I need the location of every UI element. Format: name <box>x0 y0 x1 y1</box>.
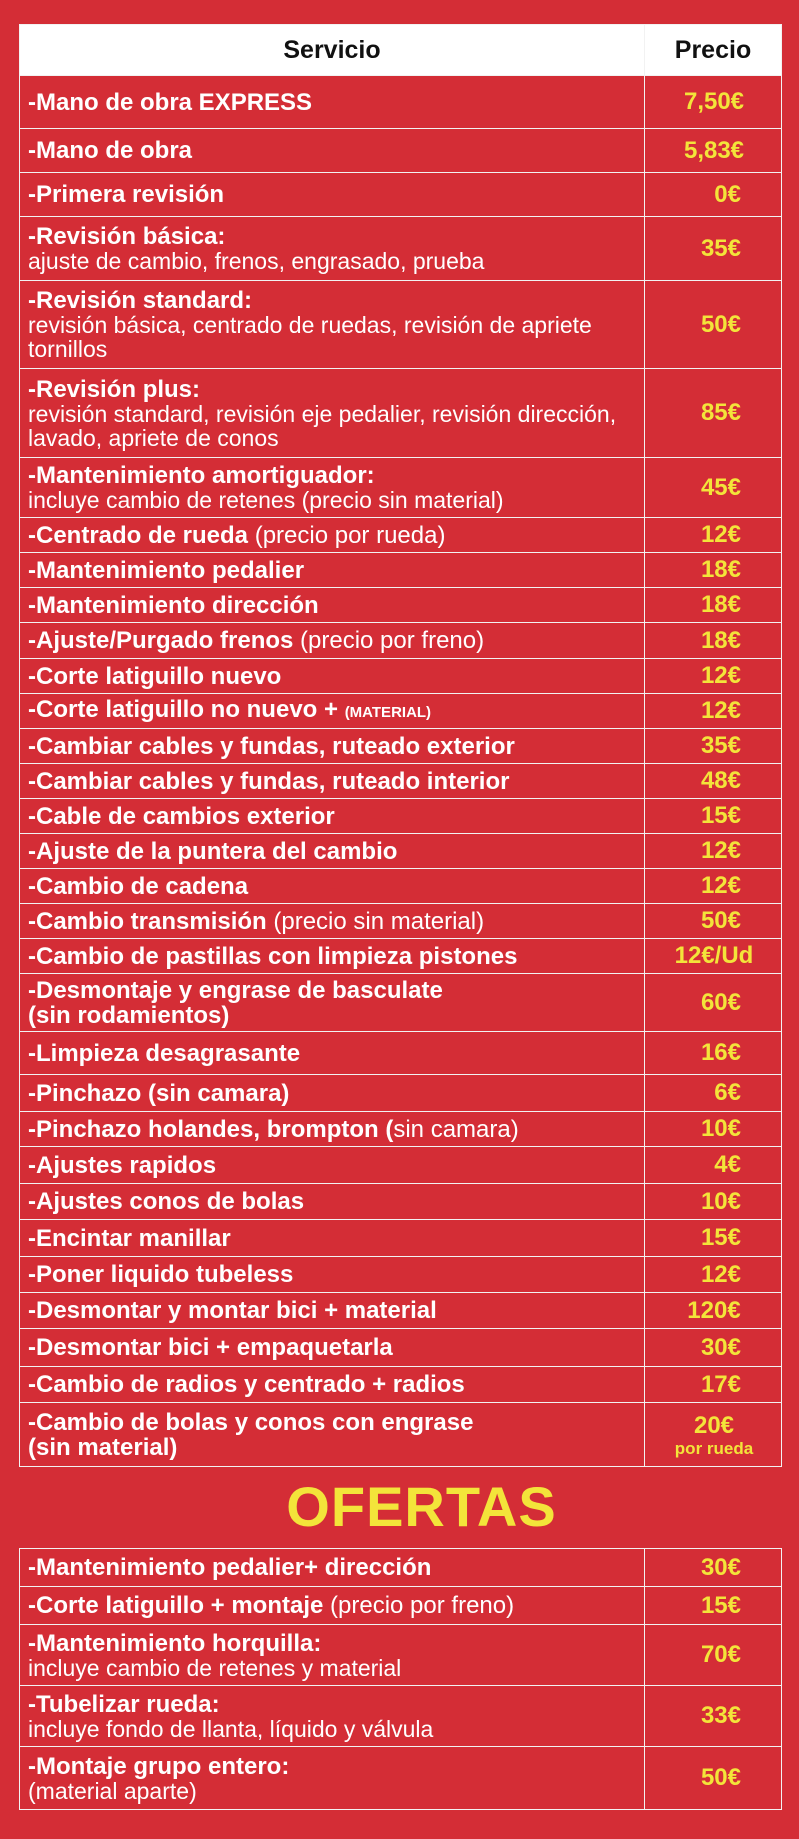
price-cell <box>645 129 782 173</box>
table-row <box>20 974 782 1032</box>
service-cell <box>20 974 645 1032</box>
service-title: -Ajuste de la puntera del cambio <box>28 837 398 865</box>
price-cell <box>645 1587 782 1625</box>
service-cell <box>20 904 645 939</box>
table-row <box>20 217 782 281</box>
price-value: 35€ <box>700 732 741 759</box>
service-title: -Cambio de pastillas con limpieza pistones <box>28 942 518 970</box>
service-cell <box>20 129 645 173</box>
service-title: -Mantenimiento pedalier <box>28 556 305 584</box>
price-cell <box>645 1747 782 1810</box>
service-cell <box>20 1329 645 1367</box>
price-cell <box>645 281 782 369</box>
service-small-note: (MATERIAL) <box>344 704 432 721</box>
price-value: 12€/Ud <box>674 942 754 969</box>
table-row <box>20 76 782 129</box>
services-table <box>19 24 782 1467</box>
service-cell <box>20 1147 645 1184</box>
price-cell <box>645 623 782 659</box>
service-title: -Tubelizar rueda: <box>28 1690 220 1718</box>
table-row <box>20 659 782 694</box>
service-cell <box>20 1032 645 1075</box>
price-cell <box>645 904 782 939</box>
price-value: 30€ <box>700 1333 741 1361</box>
service-cell <box>20 1184 645 1220</box>
service-title: -Ajustes rapidos <box>28 1151 217 1179</box>
service-title: -Mantenimiento amortiguador: <box>28 462 375 489</box>
service-title: -Cable de cambios exterior <box>28 802 335 830</box>
table-row <box>20 1747 782 1810</box>
service-cell <box>20 1367 645 1403</box>
table-row <box>20 1184 782 1220</box>
service-title: -Cambiar cables y fundas, ruteado interior <box>28 767 510 795</box>
service-cell <box>20 1403 645 1467</box>
service-title: -Cambio de radios y centrado + radios <box>28 1371 465 1398</box>
price-cell <box>645 1257 782 1293</box>
price-value: 120€ <box>687 1296 741 1324</box>
table-row <box>20 553 782 588</box>
price-cell <box>645 974 782 1032</box>
table-row <box>20 939 782 974</box>
service-title: -Limpieza desagrasante <box>28 1039 301 1067</box>
service-note: sin camara) <box>393 1115 519 1143</box>
service-title: -Montaje grupo entero: <box>28 1752 290 1780</box>
service-cell <box>20 1747 645 1810</box>
price-value: 7,50€ <box>683 88 745 115</box>
price-value: 30€ <box>700 1553 741 1581</box>
price-value: 10€ <box>700 1115 741 1142</box>
price-cell <box>645 1625 782 1686</box>
table-row <box>20 1032 782 1075</box>
services-body <box>20 76 782 1467</box>
service-cell <box>20 1075 645 1112</box>
service-title: -Poner liquido tubeless <box>28 1261 294 1288</box>
service-title: -Mano de obra <box>28 137 193 164</box>
price-value: 48€ <box>700 767 741 794</box>
price-cell <box>645 1367 782 1403</box>
price-cell <box>645 1403 782 1467</box>
service-cell <box>20 1587 645 1625</box>
table-row <box>20 129 782 173</box>
price-cell <box>645 939 782 974</box>
table-row <box>20 1686 782 1747</box>
table-row <box>20 369 782 458</box>
table-row <box>20 764 782 799</box>
service-description: incluye fondo de llanta, líquido y válvula <box>28 1715 434 1742</box>
service-cell <box>20 281 645 369</box>
table-row <box>20 694 782 729</box>
price-value: 45€ <box>700 473 741 501</box>
price-cell <box>645 1686 782 1747</box>
service-title: -Pinchazo (sin camara) <box>28 1079 290 1107</box>
price-cell <box>645 1549 782 1587</box>
price-cell <box>645 173 782 217</box>
price-cell <box>645 458 782 518</box>
price-value: 50€ <box>700 907 741 934</box>
service-title: -Centrado de rueda <box>28 521 249 549</box>
service-cell <box>20 659 645 694</box>
table-row <box>20 904 782 939</box>
price-value: 18€ <box>700 591 741 618</box>
price-value: 70€ <box>700 1641 741 1668</box>
price-value: 50€ <box>700 1764 741 1791</box>
offers-table <box>19 1548 782 1810</box>
price-column-header: Precio <box>645 25 782 76</box>
price-cell <box>645 588 782 623</box>
service-cell <box>20 588 645 623</box>
service-cell <box>20 834 645 869</box>
price-value: 5,83€ <box>683 136 745 164</box>
service-cell <box>20 623 645 659</box>
table-row <box>20 623 782 659</box>
price-cell <box>645 1329 782 1367</box>
table-row <box>20 799 782 834</box>
price-value: 85€ <box>700 399 741 426</box>
service-title: -Pinchazo holandes, brompton ( <box>28 1115 394 1143</box>
service-cell <box>20 799 645 834</box>
price-cell <box>645 694 782 729</box>
table-row <box>20 1587 782 1625</box>
service-description: ajuste de cambio, frenos, engrasado, prueba <box>28 248 485 274</box>
service-description: incluye cambio de retenes (precio sin material) <box>28 487 504 513</box>
service-description: revisión standard, revisión eje pedalier, revisión dirección, lavado, apriete de conos <box>28 400 617 451</box>
price-cell <box>645 1293 782 1329</box>
price-value: 12€ <box>700 872 741 899</box>
price-value: 12€ <box>700 1260 741 1288</box>
price-cell <box>645 1220 782 1257</box>
price-value: 10€ <box>700 1187 741 1215</box>
price-value: 50€ <box>700 310 741 338</box>
service-title: -Mantenimiento dirección <box>28 591 319 619</box>
service-cell <box>20 1257 645 1293</box>
service-note: (precio por freno) <box>323 1592 515 1619</box>
price-cell <box>645 729 782 764</box>
price-cell <box>645 518 782 553</box>
service-description: incluye cambio de retenes y material <box>28 1654 402 1681</box>
service-cell <box>20 173 645 217</box>
service-title-line2: (sin rodamientos) <box>28 1001 230 1029</box>
service-cell <box>20 553 645 588</box>
price-cell <box>645 1147 782 1184</box>
price-value: 4€ <box>714 1151 741 1178</box>
service-title: -Primera revisión <box>28 181 225 208</box>
service-cell <box>20 458 645 518</box>
service-cell <box>20 518 645 553</box>
price-value: 16€ <box>700 1039 741 1066</box>
table-row <box>20 1549 782 1587</box>
table-header-row <box>20 25 782 76</box>
table-row <box>20 1625 782 1686</box>
service-title: -Cambio de cadena <box>28 872 249 900</box>
service-title: -Desmontar bici + empaquetarla <box>28 1334 393 1361</box>
service-title-line2: (sin material) <box>28 1433 178 1461</box>
price-value: 6€ <box>714 1079 741 1106</box>
service-description: (material aparte) <box>28 1777 197 1804</box>
service-title: -Desmontar y montar bici + material <box>28 1297 437 1324</box>
price-cell <box>645 1032 782 1075</box>
service-cell <box>20 1293 645 1329</box>
table-row <box>20 1329 782 1367</box>
service-note: (precio sin material) <box>266 907 485 935</box>
price-value: 12€ <box>700 521 741 548</box>
service-cell <box>20 1625 645 1686</box>
price-value: 17€ <box>700 1370 741 1398</box>
table-row <box>20 1367 782 1403</box>
service-title: -Corte latiguillo nuevo <box>28 662 282 690</box>
price-cell <box>645 217 782 281</box>
table-row <box>20 1220 782 1257</box>
table-row <box>20 869 782 904</box>
price-cell <box>645 799 782 834</box>
service-title: -Revisión plus: <box>28 375 201 403</box>
service-title: -Ajustes conos de bolas <box>28 1188 305 1215</box>
price-value: 35€ <box>700 234 741 262</box>
table-row <box>20 1403 782 1467</box>
price-cell <box>645 1075 782 1112</box>
price-cell <box>645 834 782 869</box>
service-cell <box>20 1549 645 1587</box>
table-row <box>20 281 782 369</box>
price-cell <box>645 553 782 588</box>
service-cell <box>20 764 645 799</box>
price-value: 20€ <box>693 1411 735 1439</box>
table-row <box>20 1257 782 1293</box>
service-title: -Cambio de bolas y conos con engrase <box>28 1408 474 1436</box>
service-cell <box>20 939 645 974</box>
price-cell <box>645 869 782 904</box>
price-cell <box>645 764 782 799</box>
table-row <box>20 729 782 764</box>
price-cell <box>645 76 782 129</box>
service-cell <box>20 1220 645 1257</box>
price-value: 12€ <box>700 697 741 724</box>
price-value: 18€ <box>700 626 741 654</box>
price-cell <box>645 369 782 458</box>
service-note: (precio por rueda) <box>248 521 446 549</box>
price-value: 15€ <box>700 802 741 829</box>
table-row <box>20 173 782 217</box>
table-row <box>20 1293 782 1329</box>
service-title: -Mano de obra EXPRESS <box>28 88 313 116</box>
table-row <box>20 518 782 553</box>
price-value: 33€ <box>700 1702 741 1729</box>
service-title: -Mantenimiento horquilla: <box>28 1629 322 1657</box>
service-note: (precio por freno) <box>293 627 485 654</box>
price-value: 18€ <box>700 556 741 583</box>
price-value: 15€ <box>700 1224 741 1251</box>
offers-body <box>20 1549 782 1810</box>
service-title: -Desmontaje y engrase de basculate <box>28 976 443 1004</box>
service-cell <box>20 729 645 764</box>
price-cell <box>645 659 782 694</box>
price-value: 12€ <box>700 837 741 864</box>
price-note: por rueda <box>674 1438 754 1458</box>
price-cell <box>645 1112 782 1147</box>
service-cell <box>20 1686 645 1747</box>
price-value: 60€ <box>700 988 741 1016</box>
service-title: -Cambiar cables y fundas, ruteado exterior <box>28 732 515 760</box>
table-row <box>20 588 782 623</box>
service-title: -Revisión básica: <box>28 223 226 250</box>
service-cell <box>20 369 645 458</box>
table-row <box>20 834 782 869</box>
service-cell <box>20 1112 645 1147</box>
service-title: -Encintar manillar <box>28 1224 231 1252</box>
service-cell <box>20 694 645 729</box>
table-row <box>20 1112 782 1147</box>
price-value: 0€ <box>714 180 741 208</box>
service-description: revisión básica, centrado de ruedas, revisión de apriete tornillos <box>28 312 592 362</box>
price-value: 15€ <box>700 1591 741 1619</box>
service-title: -Corte latiguillo + montaje <box>28 1592 324 1619</box>
service-title: -Cambio transmisión <box>28 907 267 935</box>
table-row <box>20 458 782 518</box>
service-cell <box>20 217 645 281</box>
service-cell <box>20 76 645 129</box>
service-title: -Mantenimiento pedalier+ dirección <box>28 1554 432 1581</box>
price-cell <box>645 1184 782 1220</box>
service-title: -Revisión standard: <box>28 287 253 314</box>
service-column-header: Servicio <box>20 25 645 76</box>
service-title: -Corte latiguillo no nuevo + <box>28 696 345 723</box>
service-title: -Ajuste/Purgado frenos <box>28 627 294 654</box>
offers-title: OFERTAS <box>286 1475 557 1538</box>
price-value: 12€ <box>700 662 741 689</box>
table-row <box>20 1075 782 1112</box>
table-row <box>20 1147 782 1184</box>
service-cell <box>20 869 645 904</box>
